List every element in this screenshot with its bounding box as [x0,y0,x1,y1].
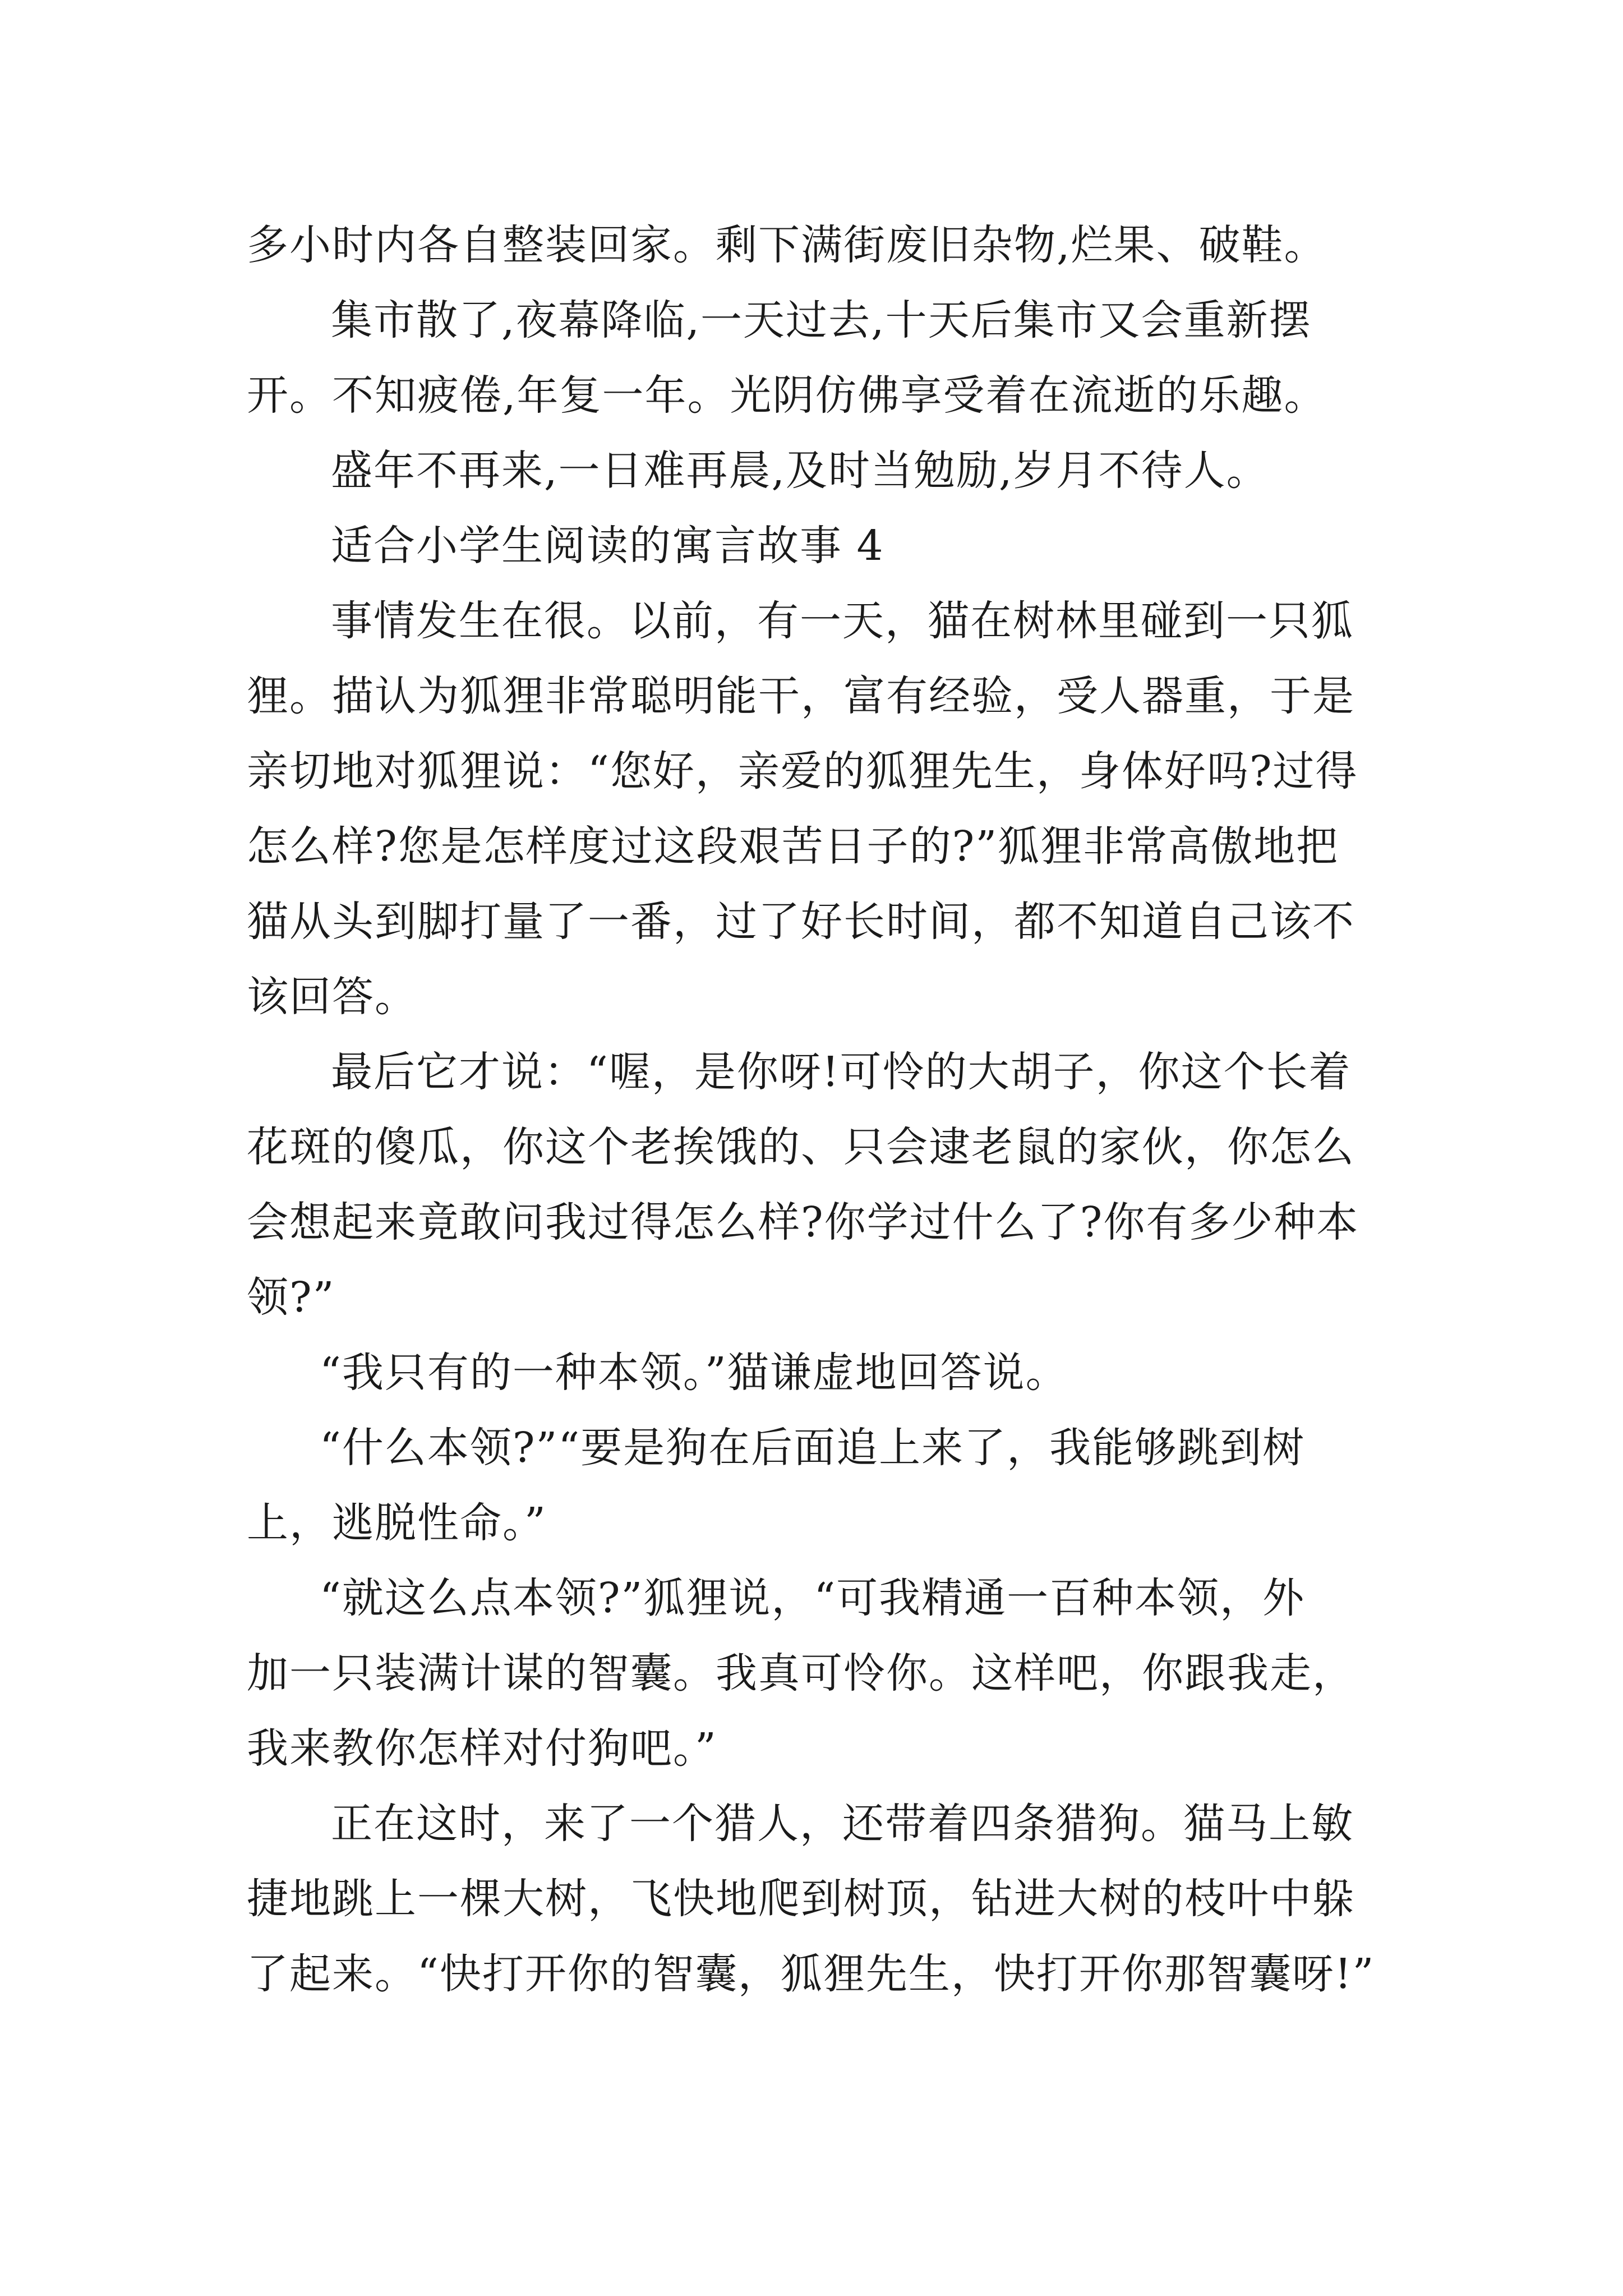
text-line: “我只有的一种本领。”猫谦虚地回答说。 [320,1349,1068,1397]
text-line: 了起来。“快打开你的智囊，狐狸先生，快打开你那智囊呀!” [247,1950,1375,1998]
text-line: 会想起来竟敢问我过得怎么样?你学过什么了?你有多少种本 [247,1198,1359,1246]
text-line: 怎么样?您是怎样度过这段艰苦日子的?”狐狸非常高傲地把 [247,822,1339,871]
text-line: 花斑的傻瓜，你这个老挨饿的、只会逮老鼠的家伙，你怎么 [247,1123,1355,1171]
text-line: 狸。描认为狐狸非常聪明能干，富有经验，受人器重，于是 [247,672,1355,720]
text-line: 集市散了,夜幕降临,一天过去,十天后集市又会重新摆 [331,296,1312,344]
text-line: 盛年不再来,一日难再晨,及时当勉励,岁月不待人。 [331,447,1269,495]
text-line: “就这么点本领?”狐狸说，“可我精通一百种本领，外 [320,1574,1306,1622]
text-line: 猫从头到脚打量了一番，过了好长时间，都不知道自己该不 [247,898,1355,946]
document-body [247,208,1391,2012]
text-line: 亲切地对狐狸说：“您好，亲爱的狐狸先生，身体好吗?过得 [247,747,1358,795]
text-line: 上，逃脱性命。” [247,1499,547,1547]
text-line: 最后它才说：“喔，是你呀!可怜的大胡子，你这个长着 [331,1048,1352,1096]
text-line: 事情发生在很。以前，有一天，猫在树林里碰到一只狐 [331,597,1354,645]
section-heading: 适合小学生阅读的寓言故事 4 [331,522,884,570]
text-line: 开。不知疲倦,年复一年。光阴仿佛享受着在流逝的乐趣。 [247,371,1327,420]
text-line: 该回答。 [247,973,417,1021]
text-line: “什么本领?”“要是狗在后面追上来了，我能够跳到树 [320,1424,1306,1472]
text-line: 多小时内各自整装回家。剩下满街废旧杂物,烂果、破鞋。 [247,221,1327,269]
text-line: 领?” [247,1273,335,1322]
text-line: 捷地跳上一棵大树，飞快地爬到树顶，钻进大树的枝叶中躲 [247,1875,1355,1923]
text-line: 加一只装满计谋的智囊。我真可怜你。这样吧，你跟我走， [247,1649,1355,1697]
text-line: 正在这时，来了一个猎人，还带着四条猎狗。猫马上敏 [331,1800,1354,1848]
text-line: 我来教你怎样对付狗吧。” [247,1724,717,1773]
